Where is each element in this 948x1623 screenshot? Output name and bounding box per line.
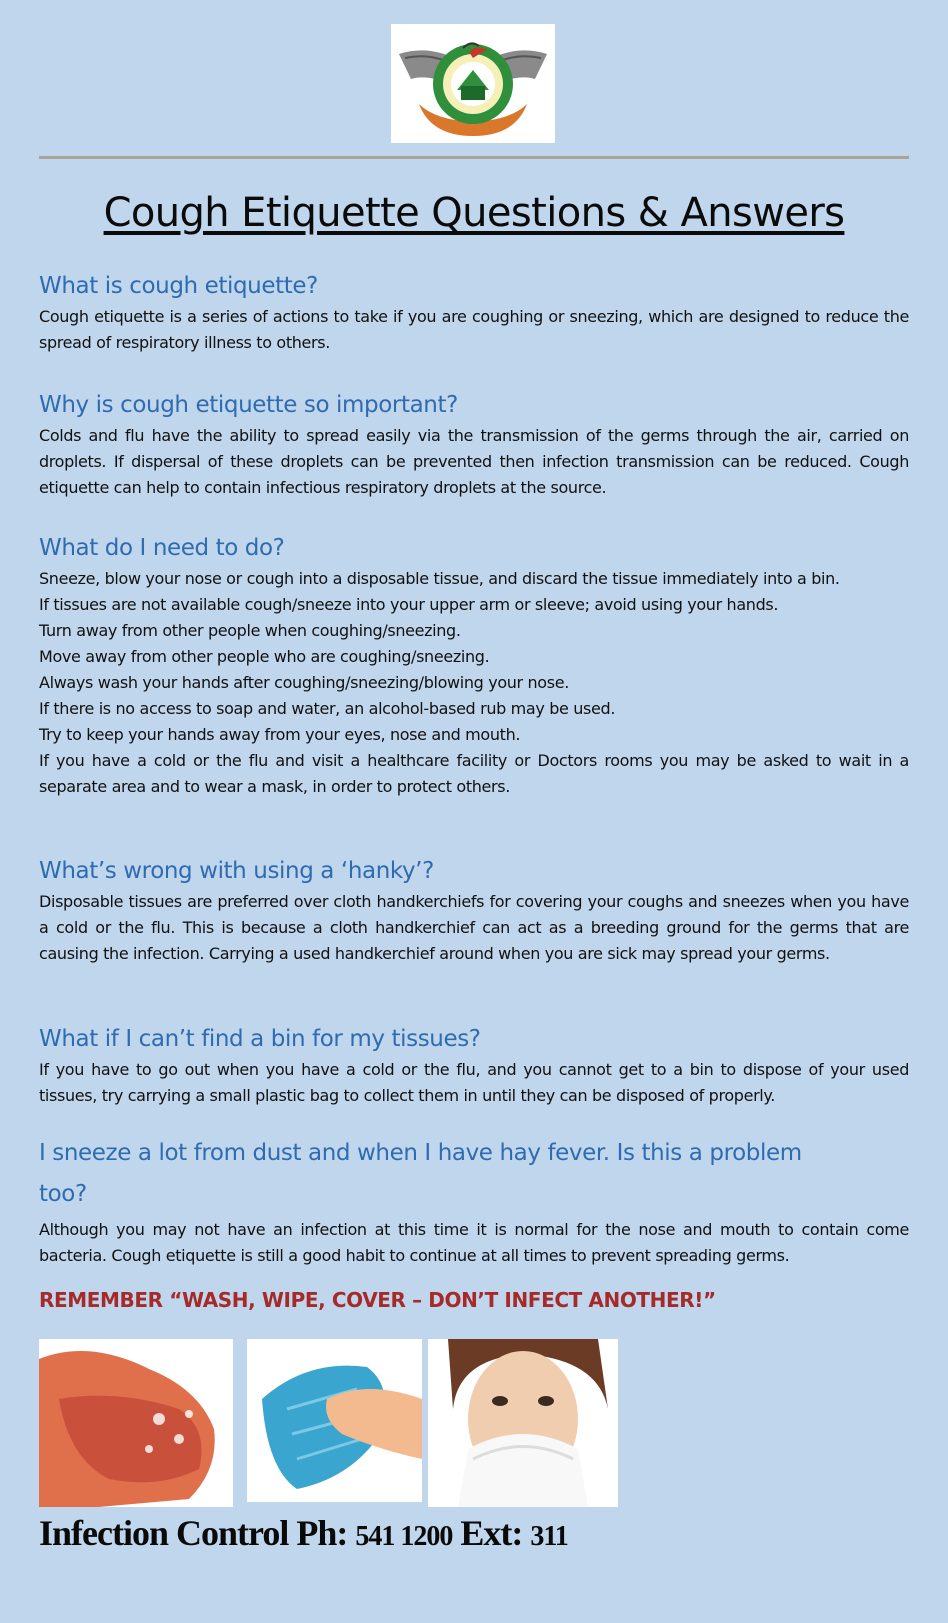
section-why-important <box>39 389 909 501</box>
question-heading: Why is cough etiquette so important? <box>39 392 458 418</box>
instruction-line: Always wash your hands after coughing/sneezing/blowing your nose. <box>39 673 569 692</box>
answer-paragraph: If you have to go out when you have a cold or the flu, and you cannot get to a bin to dispose of your used tissues, try carrying a small plastic bag to collect them in until they can be disposed of properly. <box>39 1060 909 1105</box>
answer-paragraph: Cough etiquette is a series of actions to take if you are coughing or sneezing, which are designed to reduce the spread of respiratory illness to others. <box>39 307 909 352</box>
answer-paragraph: Although you may not have an infection at this time it is normal for the nose and mouth to contain come bacteria. Cough etiquette is still a good habit to continue at all times to prevent spreading germs. <box>39 1220 909 1265</box>
question-heading: What do I need to do? <box>39 535 285 561</box>
footer-ext: 311 <box>530 1521 568 1552</box>
header-divider <box>39 156 909 159</box>
hand-washing-icon <box>39 1339 233 1507</box>
question-heading: What is cough etiquette? <box>39 273 318 299</box>
instruction-line: If there is no access to soap and water, an alcohol-based rub may be used. <box>39 699 616 718</box>
instruction-line: Turn away from other people when coughing/sneezing. <box>39 621 461 640</box>
answer-paragraph: Disposable tissues are preferred over cloth handkerchiefs for covering your coughs and sneezes when you have a cold or the flu. This is because a cloth handkerchief can act as a breeding ground for the germs that are causing the infection. Carrying a used handkerchief around when you are sick may spread your germs. <box>39 892 909 963</box>
instruction-line: If you have a cold or the flu and visit a healthcare facility or Doctors rooms you may be asked to wait in a separate area and to wear a mask, in order to protect others. <box>39 751 909 796</box>
sneezing-into-tissue-photo <box>428 1339 618 1507</box>
instruction-line: Try to keep your hands away from your eyes, nose and mouth. <box>39 725 521 744</box>
sneezing-person-icon <box>428 1339 618 1507</box>
instruction-line: Sneeze, blow your nose or cough into a disposable tissue, and discard the tissue immediately into a bin. <box>39 569 840 588</box>
hand-washing-photo <box>39 1339 233 1507</box>
question-heading: I sneeze a lot from dust and when I have hay fever. Is this a problem too? <box>39 1140 802 1207</box>
remember-slogan: REMEMBER “WASH, WIPE, COVER – DON’T INFECT ANOTHER!” <box>39 1288 716 1312</box>
section-what-is-cough-etiquette <box>39 270 909 356</box>
section-no-bin <box>39 1023 909 1109</box>
wiping-cloth-icon <box>247 1339 422 1502</box>
logo <box>391 24 555 143</box>
health-authority-logo-icon <box>391 24 555 143</box>
section-hanky <box>39 855 909 967</box>
question-heading: What if I can’t find a bin for my tissues? <box>39 1026 481 1052</box>
instruction-line: If tissues are not available cough/sneeze into your upper arm or sleeve; avoid using your hands. <box>39 595 779 614</box>
section-dust-hay-fever <box>39 1133 909 1269</box>
footer-ext-label: Ext: <box>460 1513 523 1553</box>
section-what-do-i-need-to-do <box>39 532 909 800</box>
answer-paragraph: Colds and flu have the ability to spread easily via the transmission of the germs through the air, carried on droplets. If dispersal of these droplets can be prevented then infection transmission can be reduced. Cough etiquette can help to contain infectious respiratory droplets at the source. <box>39 426 909 497</box>
footer-phone: 541 1200 <box>355 1521 453 1552</box>
wiping-cloth-photo <box>247 1339 422 1502</box>
footer-label: Infection Control Ph: <box>39 1513 348 1553</box>
infection-control-phone <box>39 1512 568 1554</box>
question-heading: What’s wrong with using a ‘hanky’? <box>39 858 434 884</box>
page-title: Cough Etiquette Questions & Answers <box>103 190 845 236</box>
instruction-line: Move away from other people who are coughing/sneezing. <box>39 647 490 666</box>
